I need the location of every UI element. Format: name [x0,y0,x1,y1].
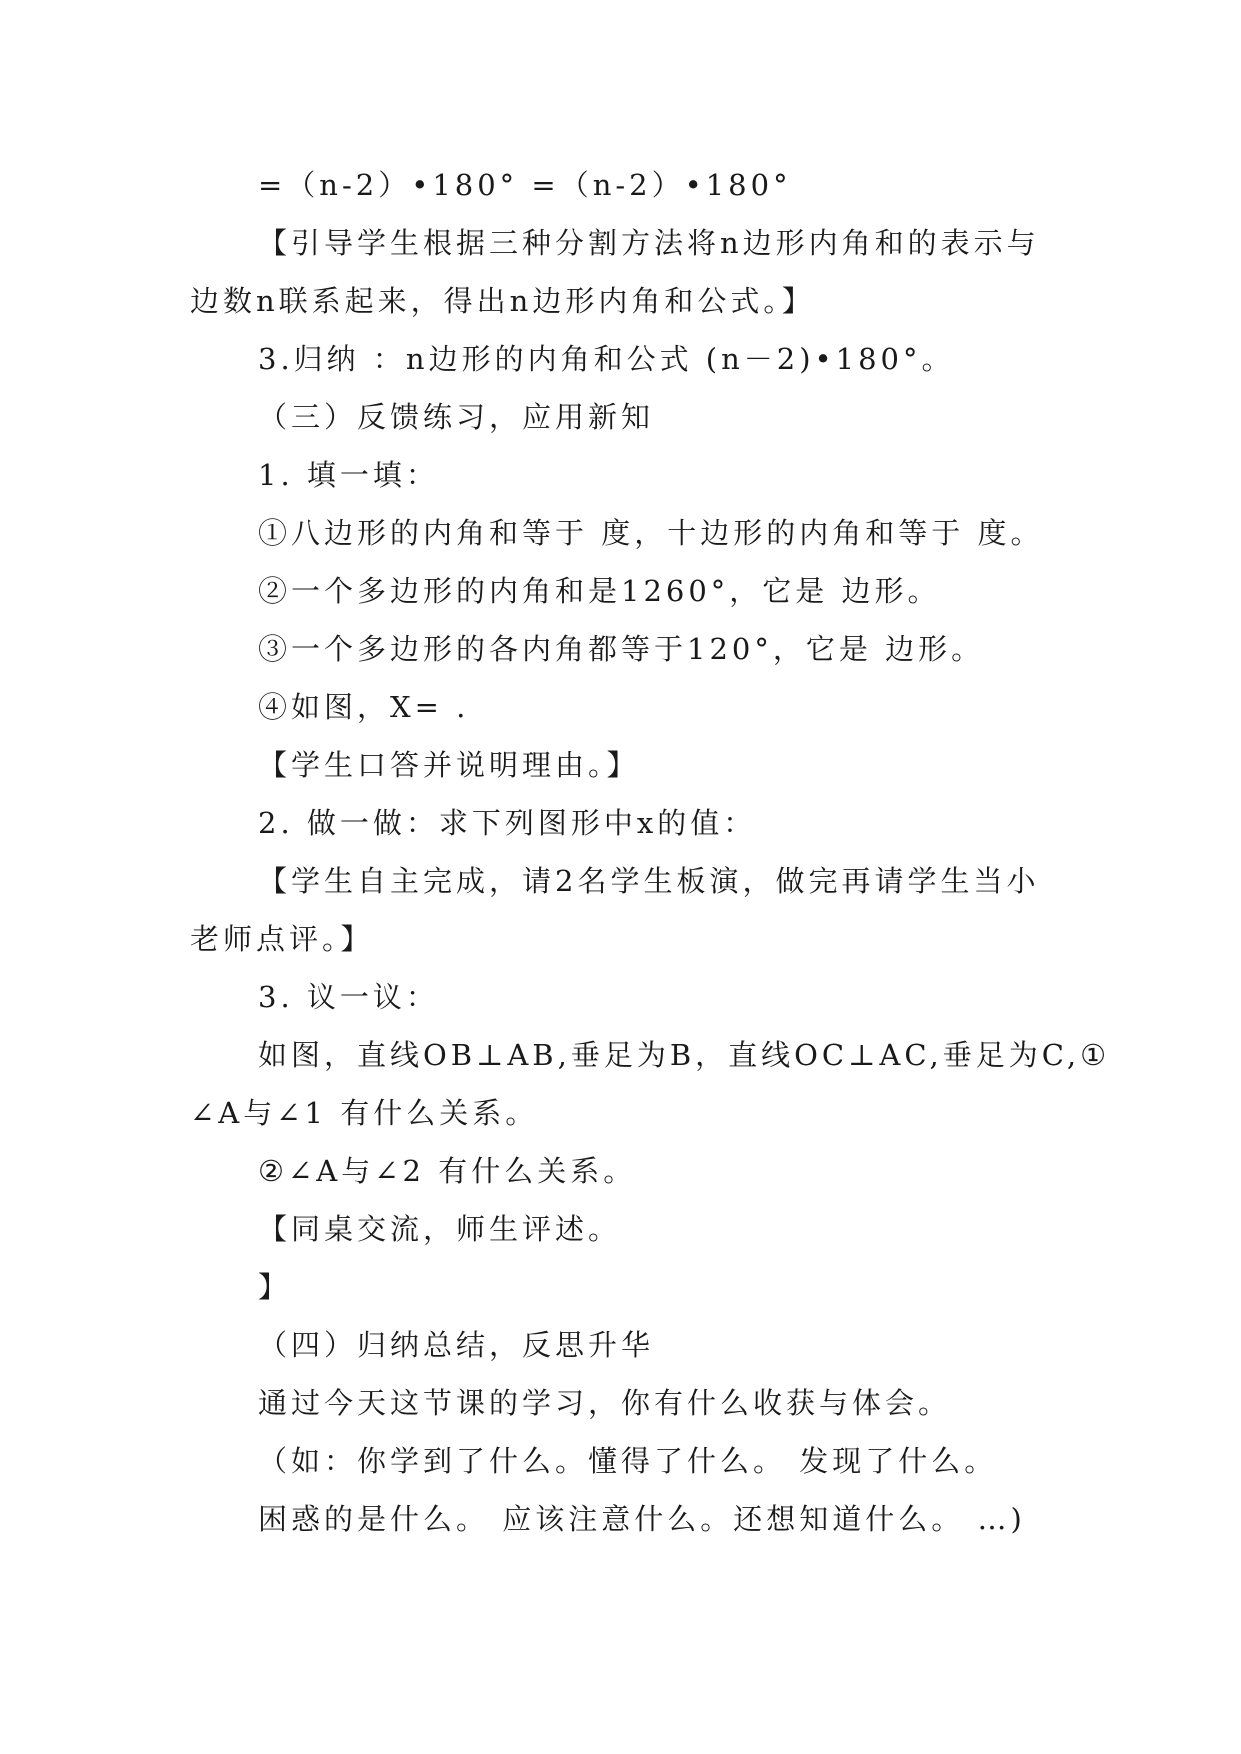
exercise-1-heading: 1. 填一填： [258,458,439,492]
formula-line: =（n-2）•180° =（n-2）•180° [258,168,792,202]
guidance-note-3b: 老师点评。】 [190,922,374,956]
exercise-3-item-2: ②∠A与∠2 有什么关系。 [258,1154,637,1188]
exercise-2-heading: 2. 做一做：求下列图形中x的值： [258,806,757,840]
guidance-note-1a: 【引导学生根据三种分割方法将n边形内角和的表示与 [258,226,1040,260]
guidance-note-1b: 边数n联系起来，得出n边形内角和公式。】 [190,284,815,318]
exercise-3-text-b: ∠A与∠1 有什么关系。 [190,1096,539,1130]
exercise-3-heading: 3. 议一议： [258,980,439,1014]
section-heading-3: （三）反馈练习，应用新知 [258,400,655,434]
section-heading-4: （四）归纳总结，反思升华 [258,1328,655,1362]
guidance-note-4a: 【同桌交流，师生评述。 [258,1212,622,1246]
reflection-prompt: 通过今天这节课的学习，你有什么收获与体会。 [258,1386,952,1420]
reflection-examples-a: （如：你学到了什么。懂得了什么。 发现了什么。 [258,1444,998,1478]
exercise-3-text-a: 如图，直线OB⊥AB,垂足为B，直线OC⊥AC,垂足为C,① [258,1038,1111,1072]
summary-formula: 3.归纳 ：n边形的内角和公式 (n－2)•180°。 [258,342,955,376]
guidance-note-3a: 【学生自主完成，请2名学生板演，做完再请学生当小 [258,864,1040,898]
exercise-1-item-4: ④如图，X= . [258,690,470,724]
exercise-1-item-1: ①八边形的内角和等于 度，十边形的内角和等于 度。 [258,516,1044,550]
reflection-examples-b: 困惑的是什么。 应该注意什么。还想知道什么。 …) [258,1502,1026,1536]
exercise-1-item-2: ②一个多边形的内角和是1260°，它是 边形。 [258,574,941,608]
exercise-1-item-3: ③一个多边形的各内角都等于120°，它是 边形。 [258,632,985,666]
guidance-note-2: 【学生口答并说明理由。】 [258,748,640,782]
guidance-note-4b: 】 [258,1270,292,1304]
